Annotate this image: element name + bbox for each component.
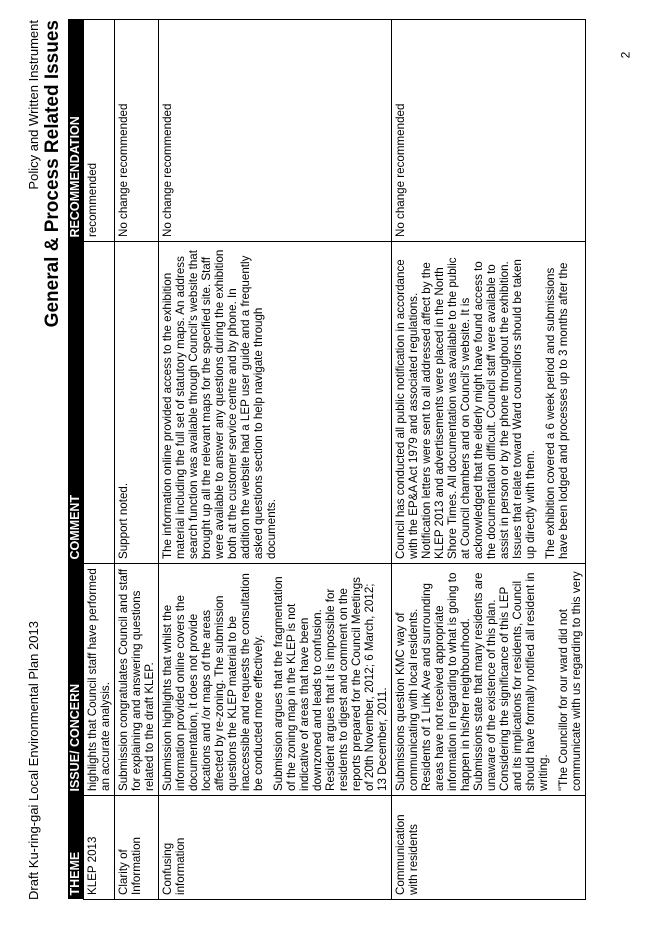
issue-paragraph: Submission highlights that whilst the information provided online covers the documentation, it does not provide locations and /or maps of the areas affected by re-zoning. The submission questions the KLEP material to be inaccessible and requests the consultation be conducted more effectively. [161,573,265,791]
table-row [392,20,586,900]
column-header-theme: THEME [68,796,84,900]
issues-table [68,19,586,900]
table-row [159,20,392,900]
rotated-page-content [22,20,642,900]
issue-paragraph: Submissions question KMC way of communicating with local residents. Residents of 1 Link Ave and surrounding areas have not received appropriate information in regarding to what is going to happen in his/her neighbourhood. Submissions state that many residents are unaware of the existence of this plan. Considering the significance of this LEP and its implications for residents, Council should have formally notified all resident in writing. [394,572,550,791]
comment-cell [159,242,392,564]
issue-cell [84,564,115,796]
column-header-comment: COMMENT [68,242,84,564]
theme-cell: Communication with residents [392,796,586,900]
recommendation-cell: recommended [84,20,115,242]
comment-paragraph: Support noted. [117,482,130,559]
policy-label: Policy and Written Instrument [26,20,41,190]
comment-cell [392,242,586,564]
issue-paragraph: Submission congratulates Council and staff for explaining and answering questions related to the draft KLEP. [117,568,156,791]
issue-cell [159,564,392,796]
table-row [84,20,115,900]
recommendation-cell: No change recommended [392,20,586,242]
theme-cell: Confusing information [159,796,392,900]
issue-cell [392,564,586,796]
comment-paragraph: The exhibition covered a 6 week period and submissions have been lodged and processes up to 3 months after the [544,262,570,559]
issue-paragraph: highlights that Council staff have performed an accurate analysis. [86,568,112,791]
theme-cell: KLEP 2013 [84,796,115,900]
page-number: 2 [618,51,633,59]
column-header-issue: ISSUE/ CONCERN [68,564,84,796]
section-title: General & Process Related Issues [42,20,63,328]
table-row [115,20,159,900]
issue-cell [115,564,159,796]
comment-cell [84,242,115,564]
comment-paragraph: The information online provided access to the exhibition material including the full set of statutory maps. An address search function was available through Council's website that brought up all the relevant maps for the specified site. Staff were available to answer any questions during the exhibition both at the customer service centre and by phone. In addition the website had a LEP user guide and a frequently asked questions section to help navigate through documents. [161,249,278,559]
comment-paragraph: Council has conducted all public notification in accordance with the EP&A Act 1979 and associated regulations. Notification letters were sent to all addressed affect by the KLEP 2013 and advertisements were placed in the North Shore Times. All documentation was available to the public at Council chambers and on Council's website. It is acknowledged that the elderly might have found access to the documentation difficult. Council staff were available to assist in person or by the phone throughout the exhibition. Issues that relate toward Ward councillors should be taken up directly with them. [394,257,537,559]
issue-paragraph: Submission argues that the fragmentation of the zoning map in the KLEP is not indicative of areas that have been downzoned and leads to confusion. Resident argues that it is impossible for residents to digest and comment on the reports prepared for the Council Meetings of 20th November, 2012; 6 March, 2012; 13 December, 2011. [272,576,389,791]
theme-cell: Clarity of Information [115,796,159,900]
comment-cell [115,242,159,564]
recommendation-cell: No change recommended [159,20,392,242]
table-header-row [68,20,84,900]
issue-paragraph: "The Councillor for our ward did not communicate with us regarding to this very [557,571,583,791]
document-title: Draft Ku-ring-gai Local Environmental Plan 2013 [26,621,41,900]
recommendation-cell: No change recommended [115,20,159,242]
column-header-recommendation: RECOMMENDATION [68,20,84,242]
